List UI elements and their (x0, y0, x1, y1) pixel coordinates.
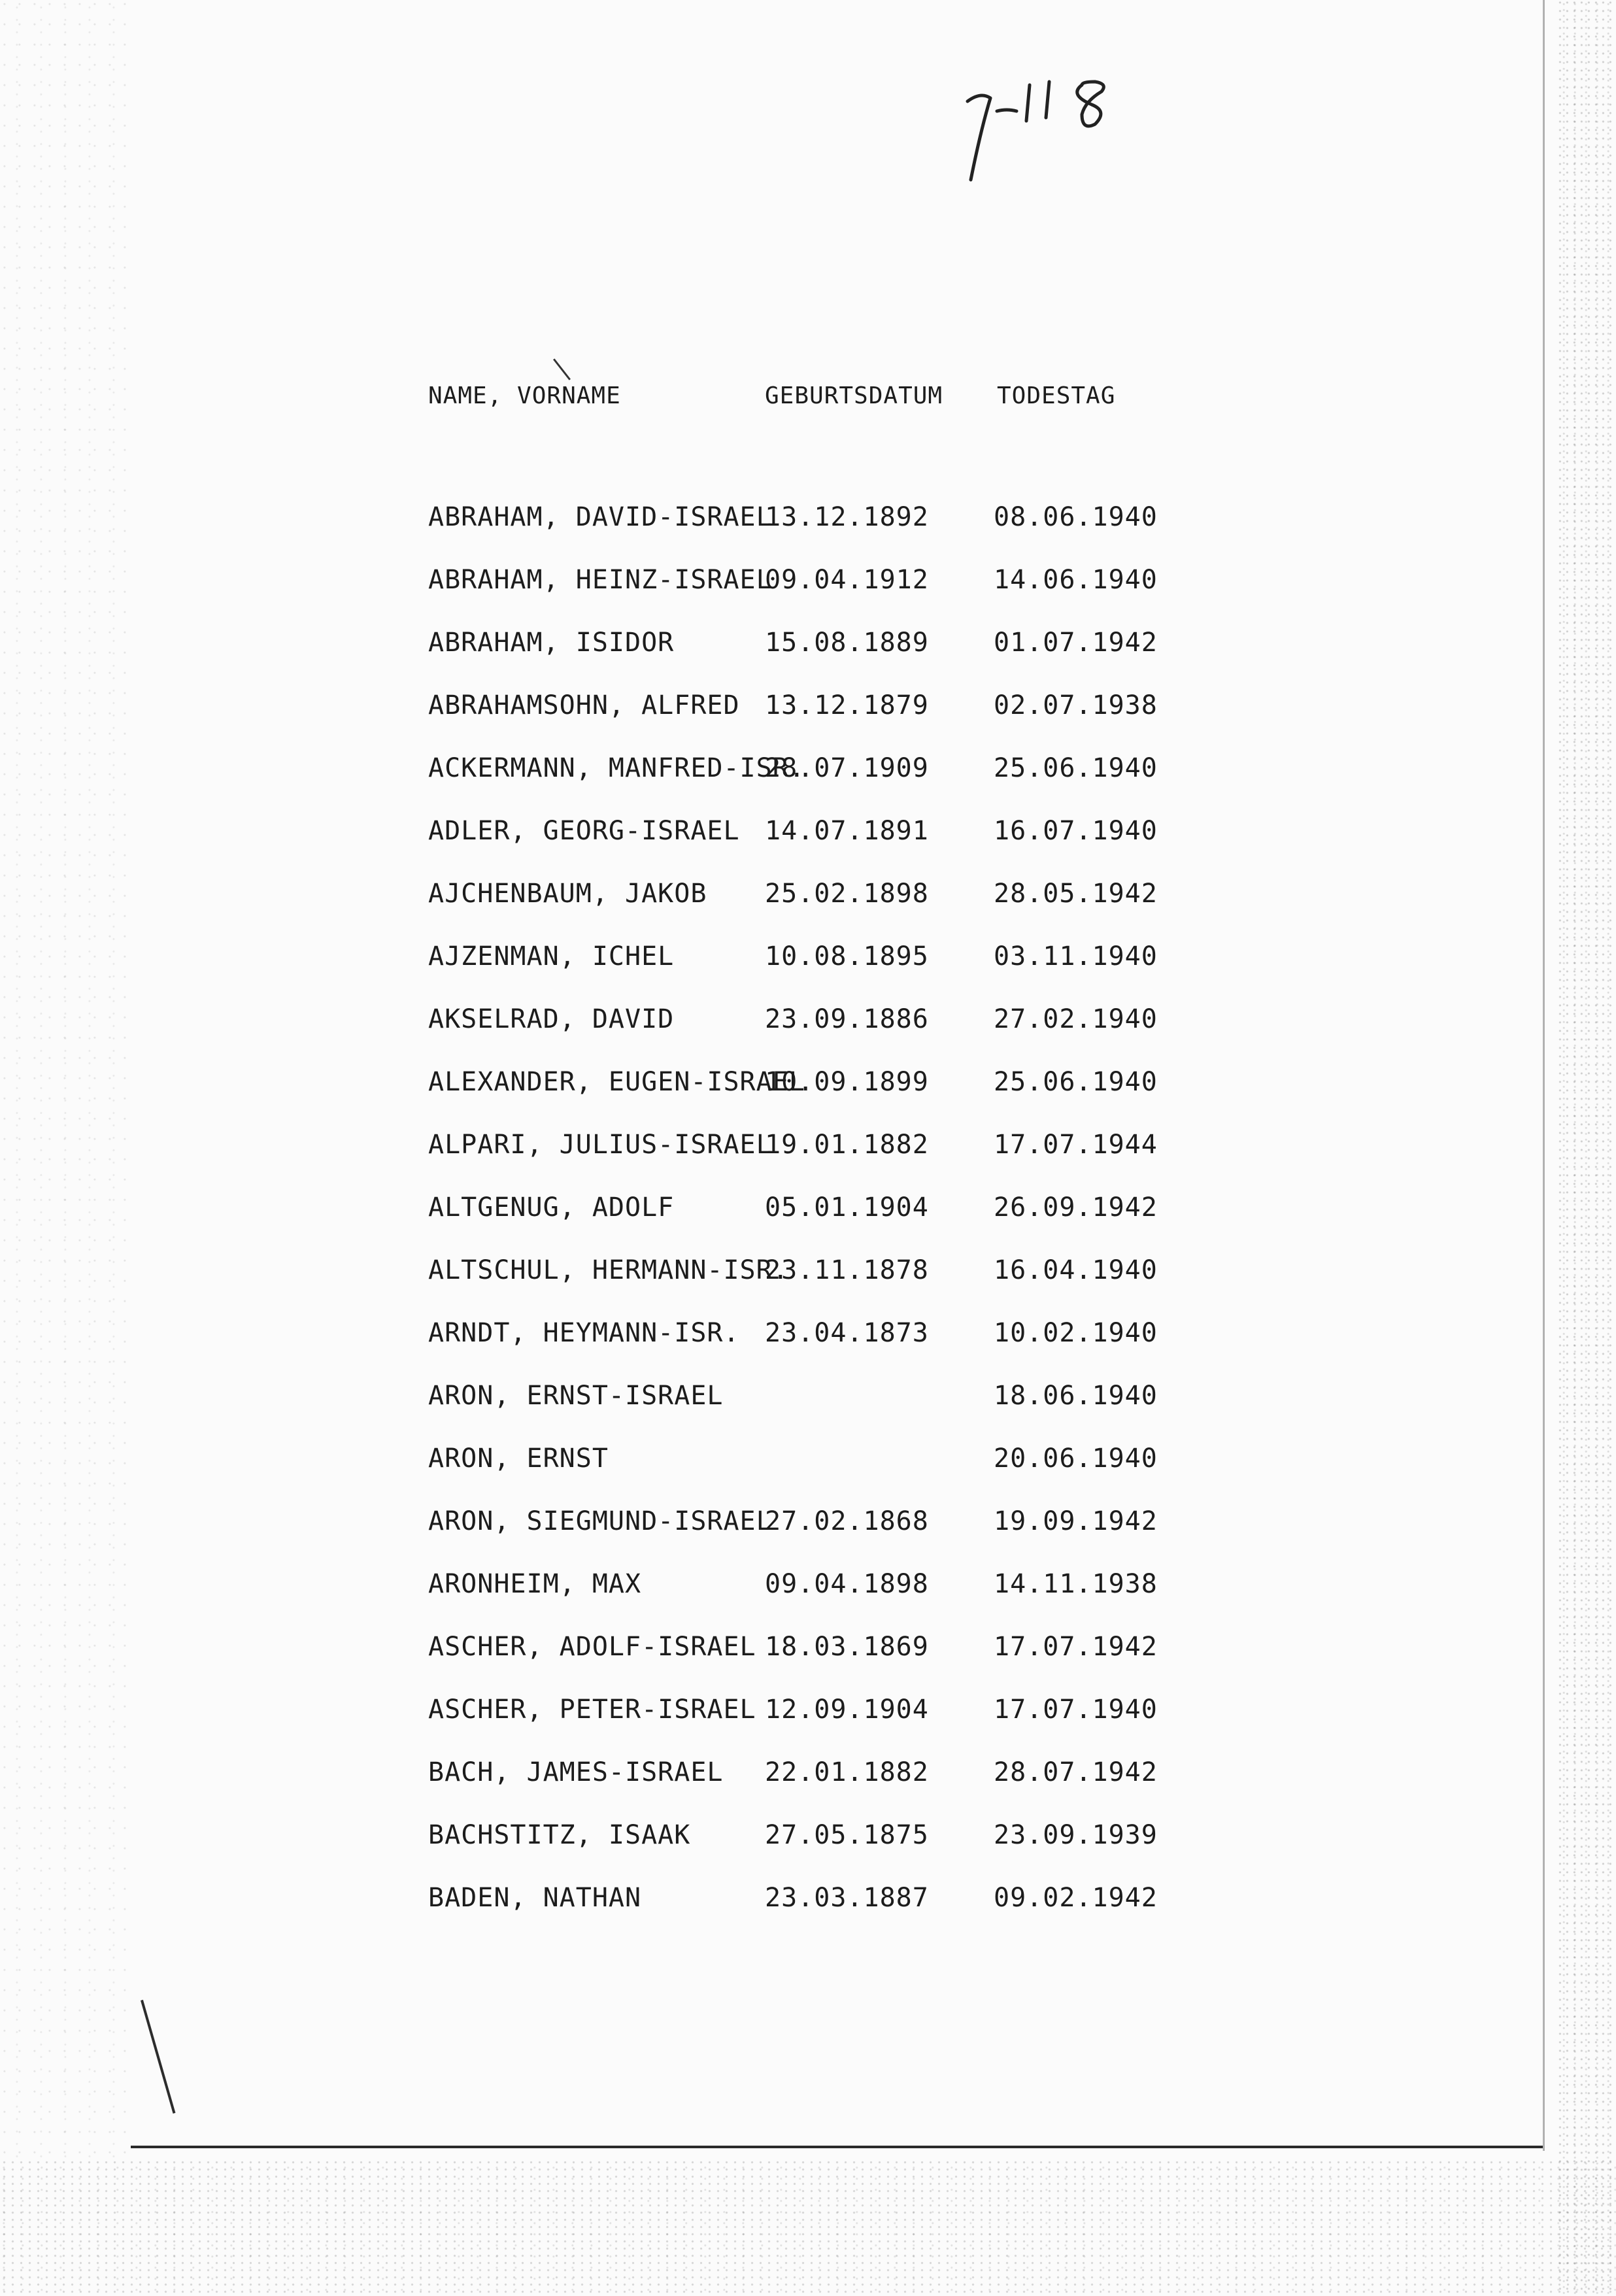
table-row (0, 1569, 1616, 1608)
table-row (0, 1820, 1616, 1859)
table-row (0, 1192, 1616, 1232)
row-death-date: 09.02.1942 (994, 1883, 1158, 1913)
row-birth-date: 09.04.1912 (765, 565, 929, 595)
table-row (0, 690, 1616, 730)
row-name: ARON, SIEGMUND-ISRAEL (428, 1506, 773, 1536)
header-death-date: TODESTAG (997, 382, 1116, 409)
row-name: ADLER, GEORG-ISRAEL (428, 816, 740, 846)
row-birth-date: 28.07.1909 (765, 753, 929, 783)
row-name: ARONHEIM, MAX (428, 1569, 642, 1599)
table-row (0, 628, 1616, 667)
row-death-date: 28.05.1942 (994, 879, 1158, 909)
row-death-date: 26.09.1942 (994, 1192, 1158, 1223)
table-row (0, 1506, 1616, 1545)
row-death-date: 20.06.1940 (994, 1443, 1158, 1474)
row-name: BACHSTITZ, ISAAK (428, 1820, 691, 1850)
row-name: AJZENMAN, ICHEL (428, 941, 675, 971)
row-name: ALEXANDER, EUGEN-ISRAEL (428, 1067, 805, 1097)
row-death-date: 25.06.1940 (994, 1067, 1158, 1097)
row-name: ALPARI, JULIUS-ISRAEL (428, 1130, 773, 1160)
table-row (0, 565, 1616, 604)
row-death-date: 08.06.1940 (994, 502, 1158, 532)
row-name: ARNDT, HEYMANN-ISR. (428, 1318, 740, 1348)
row-birth-date: 27.02.1868 (765, 1506, 929, 1536)
table-row (0, 1004, 1616, 1043)
row-birth-date: 23.03.1887 (765, 1883, 929, 1913)
row-death-date: 14.11.1938 (994, 1569, 1158, 1599)
row-name: ASCHER, ADOLF-ISRAEL (428, 1632, 756, 1662)
row-name: ALTSCHUL, HERMANN-ISR. (428, 1255, 789, 1285)
table-row (0, 1381, 1616, 1420)
row-birth-date: 19.01.1882 (765, 1130, 929, 1160)
row-death-date: 27.02.1940 (994, 1004, 1158, 1034)
row-death-date: 18.06.1940 (994, 1381, 1158, 1411)
table-row (0, 1443, 1616, 1483)
row-birth-date: 22.01.1882 (765, 1757, 929, 1787)
table-row (0, 1318, 1616, 1357)
row-birth-date: 15.08.1889 (765, 628, 929, 658)
row-death-date: 17.07.1942 (994, 1632, 1158, 1662)
row-birth-date: 10.08.1895 (765, 941, 929, 971)
row-name: ACKERMANN, MANFRED-ISR. (428, 753, 805, 783)
row-birth-date: 09.04.1898 (765, 1569, 929, 1599)
row-name: BADEN, NATHAN (428, 1883, 642, 1913)
row-birth-date: 27.05.1875 (765, 1820, 929, 1850)
row-death-date: 28.07.1942 (994, 1757, 1158, 1787)
table-row (0, 1883, 1616, 1922)
table-row (0, 1757, 1616, 1797)
row-birth-date: 23.04.1873 (765, 1318, 929, 1348)
row-name: AJCHENBAUM, JAKOB (428, 879, 707, 909)
row-birth-date: 23.09.1886 (765, 1004, 929, 1034)
table-row (0, 816, 1616, 855)
table-row (0, 879, 1616, 918)
row-name: ABRAHAMSOHN, ALFRED (428, 690, 740, 720)
row-death-date: 01.07.1942 (994, 628, 1158, 658)
row-birth-date: 13.12.1879 (765, 690, 929, 720)
table-row (0, 1632, 1616, 1671)
table-row (0, 941, 1616, 981)
row-name: BACH, JAMES-ISRAEL (428, 1757, 724, 1787)
table-row (0, 1067, 1616, 1106)
row-name: ABRAHAM, ISIDOR (428, 628, 675, 658)
row-death-date: 16.07.1940 (994, 816, 1158, 846)
row-birth-date: 18.03.1869 (765, 1632, 929, 1662)
row-death-date: 23.09.1939 (994, 1820, 1158, 1850)
row-name: ARON, ERNST-ISRAEL (428, 1381, 724, 1411)
row-name: AKSELRAD, DAVID (428, 1004, 675, 1034)
row-name: ABRAHAM, DAVID-ISRAEL (428, 502, 773, 532)
table-row (0, 753, 1616, 792)
table-row (0, 1695, 1616, 1734)
row-death-date: 10.02.1940 (994, 1318, 1158, 1348)
row-birth-date: 23.11.1878 (765, 1255, 929, 1285)
table-row (0, 1255, 1616, 1294)
row-death-date: 16.04.1940 (994, 1255, 1158, 1285)
table-row (0, 1130, 1616, 1169)
table-row (0, 502, 1616, 541)
row-birth-date: 10.09.1899 (765, 1067, 929, 1097)
row-death-date: 02.07.1938 (994, 690, 1158, 720)
row-birth-date: 12.09.1904 (765, 1695, 929, 1725)
header-name: NAME, VORNAME (428, 382, 621, 409)
row-death-date: 17.07.1940 (994, 1695, 1158, 1725)
row-name: ALTGENUG, ADOLF (428, 1192, 675, 1223)
row-birth-date: 25.02.1898 (765, 879, 929, 909)
row-death-date: 17.07.1944 (994, 1130, 1158, 1160)
row-birth-date: 13.12.1892 (765, 502, 929, 532)
row-death-date: 25.06.1940 (994, 753, 1158, 783)
row-death-date: 14.06.1940 (994, 565, 1158, 595)
row-birth-date: 05.01.1904 (765, 1192, 929, 1223)
header-birth-date: GEBURTSDATUM (765, 382, 943, 409)
row-name: ARON, ERNST (428, 1443, 609, 1474)
row-death-date: 19.09.1942 (994, 1506, 1158, 1536)
row-name: ABRAHAM, HEINZ-ISRAEL (428, 565, 773, 595)
row-name: ASCHER, PETER-ISRAEL (428, 1695, 756, 1725)
row-birth-date: 14.07.1891 (765, 816, 929, 846)
row-death-date: 03.11.1940 (994, 941, 1158, 971)
